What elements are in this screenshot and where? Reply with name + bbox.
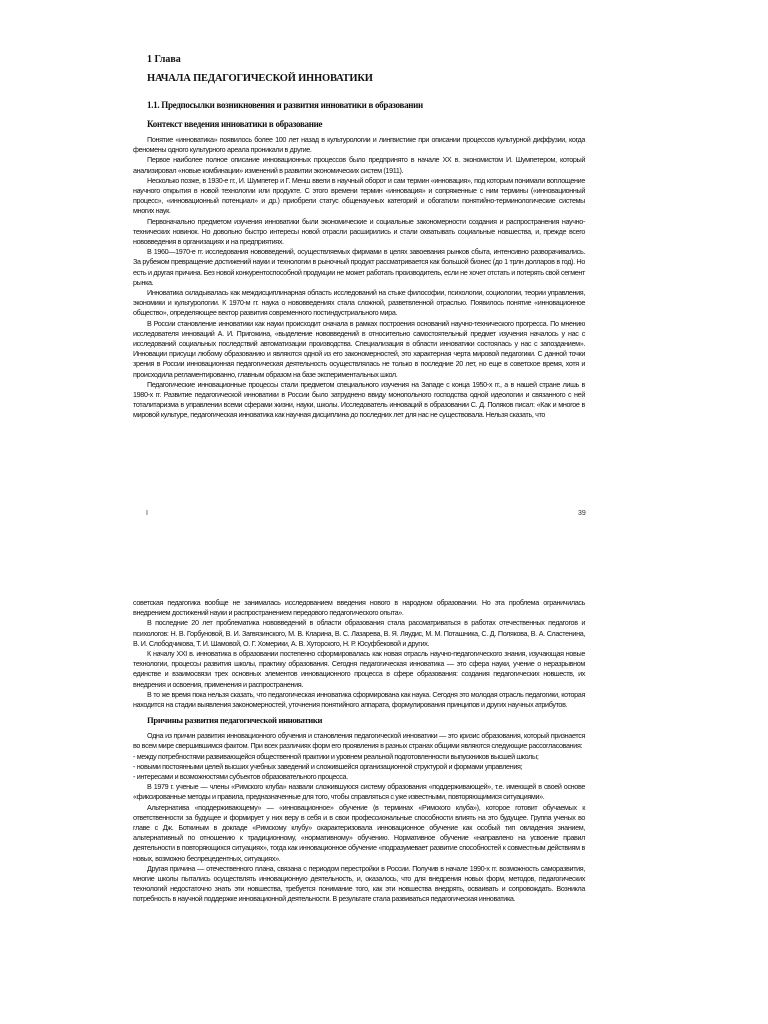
paragraph: Педагогические инновационные процессы стали предметом специального изучения на Западе с конца 1950-х гг., а в нашей стране лишь в 1980-х гг. Развитие педагогической инноватики в России было затруднено ввиду монопольного господства одной идеологии и связанного с ней тоталитаризма в управлении всеми сферами жизни, науки, школы. Исследователь инноваций в образовании С. Д. Поляков писал: «Как и многое в мировой культуре, педагогическая инноватика как научная дисциплина до последних лет для нас не существовала. Нельзя сказать, что xyxy=(133,379,585,420)
subsection-heading: Контекст введения инноватики в образование xyxy=(147,119,323,129)
list-item: - интересами и возможностями субъектов образовательного процесса. xyxy=(133,772,348,782)
paragraph: Другая причина — отечественного плана, связана с периодом перестройки в России. Получив в начале 1990-х гг. возможность саморазвития, многие школы пытались осуществлять инновационную деятельность, и, оказалось, что для внедрения новых форм, методов, педагогических технологий недостаточно знать эти новшества, требуется понимание того, как эти новшества внедрять, осваивать и сопровождать. Возникла потребность в научной поддержке инновационной деятельности. В результате стала развиваться педагогическая инноватика. xyxy=(133,863,585,904)
paragraph: Инноватика складывалась как междисциплинарная область исследований на стыке философии, психологии, социологии, теории управления, экономики и культурологии. К 1970-м гг. наука о нововведениях стала сложной, разветвленной отраслью. Появилось понятие «инновационное общество», определяющее вектор развития современного постиндустриального мира. xyxy=(133,288,585,318)
paragraph: К началу XXI в. инноватика в образовании постепенно сформировалась как новая отрасль научно-педагогического знания, изучающая новые технологии, процессы развития школы, практику образования. Сегодня педагогическая инноватика — это сфера науки, учение о неразрывном единстве и взаимосвязи трех основных элементов инновационного процесса в сфере образования: создания педагогических новшеств, их внедрения и освоения, применения и распространения. xyxy=(133,649,585,689)
list-item: - новыми постоянными целей высших учебных заведений и сложившейся организационной структурой и формами управления; xyxy=(133,761,523,771)
list-item: - между потребностями развивающейся общественной практики и уровнем реальной подготовленности выпускников высшей школы; xyxy=(133,751,539,761)
paragraph: В то же время пока нельзя сказать, что педагогическая инноватика сформирована как наука. Сегодня это молодая отрасль педагогики, которая находится на стадии выявления закономерностей, уточнения понятийного аппарата, формулирования принципов и других научных атрибутов. xyxy=(133,689,585,710)
paragraph: В 1960—1970-е гг. исследования нововведений, осуществляемых фирмами в целях завоевания рынков сбыта, интенсивно разворачивались. За рубежом превращение достижений науки и технологии в рыночный продукт рассматривается как большой бизнес (до 1 трлн долларов в год). Но есть и другая причина. Без новой конкурентоспособной продукции не может работать производитель, если не хочет отстать и потерять свой сегмент рынка. xyxy=(133,247,585,287)
page-number: 39 xyxy=(578,510,586,517)
paragraph: Понятие «инноватика» появилось более 100 лет назад в культурологии и лингвистике при описании процессов культурной диффузии, когда феномены одного культурного ареала проникали в другие. xyxy=(133,135,585,155)
paragraph: Альтернатива «поддерживающему» — «инновационное» обучение (в терминах «Римского клуба»), которое готовит обучаемых к ответственности за будущее и формирует у них веру в себя и в свои профессиональные способности влиять на это будущее. Группа ученых во главе с Дж. Боткиным в докладе «Римскому клубу» охарактеризовала инновационное обучение как особый тип овладения знанием, альтернативный по отношению к традиционному, «нормативному» обучению. Нормативное обучение «направлено на усвоение правил деятельности в повторяющихся ситуациях», тогда как инновационное обучение «подразумевает развитие способностей к совместным действиям в новых, возможно беспрецедентных, ситуациях». xyxy=(133,802,585,863)
paragraph: Первоначально предметом изучения инноватики были экономические и социальные закономерности создания и распространения научно-технических новинок. Но довольно быстро интересы новой отрасли расширились и стали охватывать социальные новшества, и, прежде всего нововведения в организациях и на предприятиях. xyxy=(133,216,585,247)
page-40 xyxy=(0,590,768,1024)
page-39-text-column xyxy=(133,54,585,421)
paragraph: В последние 20 лет проблематика нововведений в области образования стала рассматриваться в работах отечественных педагогов и психологов: Н. В. Горбуновой, В. И. Загвязинского, М. В. Кларина, В. С. Лазарева, В. Я. Ляудис, М. М. Поташника, С. Д. Полякова, В. А. Сластенина, В. И. Слободчикова, Т. И. Шамовой, О. Г. Хомерики, А. В. Хуторского, Н. Р. Юсуфбековой и других. xyxy=(133,618,585,648)
paragraph: Несколько позже, в 1930-е гг., И. Шумпетер и Г. Менш ввели в научный оборот и сам термин «инновация», под которым понимали воплощение научного открытия в новой технологии или продукте. С этого времени термин «инновация» и сопряженные с ним термины («инновационный процесс», «инновационный потенциал» и др.) приобрели статус общенаучных категорий и обогатили понятийно-терминологические системы многих наук. xyxy=(133,175,585,216)
page-gap xyxy=(0,545,768,590)
section-heading: 1.1. Предпосылки возникновения и развития инноватики в образовании xyxy=(147,100,423,110)
paragraph: Первое наиболее полное описание инновационных процессов было предпринято в начале XX в. экономистом И. Шумпетером, который анализировал «новые комбинации» изменений в развитии экономических систем (1911). xyxy=(133,155,585,175)
subsection-heading: Причины развития педагогической инноватики xyxy=(147,715,323,726)
paragraph: Одна из причин развития инновационного обучения и становления педагогической инноватики — это кризис образования, который признается во всем мире свершившимся фактом. При всех различиях форм его проявления в разных странах общими являются следующие рассогласования: xyxy=(133,731,585,751)
chapter-number: 1 Глава xyxy=(147,54,181,65)
paragraph: В 1979 г. ученые — члены «Римского клуба» назвали сложившуюся систему образования «поддерживающей», т.е. имеющей в своей основе «фиксированные методы и правила, предназначенные для того, чтобы справляться с уже известными, повторяющимися ситуациями». xyxy=(133,782,585,802)
paragraph: В России становление инноватики как науки происходит сначала в рамках построения оснований научно-технического прогресса. По мнению исследователя инноваций А. И. Пригожина, «выделение нововведений в относительно самостоятельный предмет изучения началось у нас с исследований социальных последствий автоматизации производства. Специализация в области инноватики состоялась у нас с запозданием». Инновации присущи любому образованию и являются одной из его закономерностей, это характерная черта мировой педагогики. С данной точки зрения в России инновационная педагогическая деятельность осуществлялась не только в последние 20 лет, но еще в советское время, хотя и происходила регламентированно, главным образом на базе экспериментальных школ. xyxy=(133,318,585,379)
chapter-title: НАЧАЛА ПЕДАГОГИЧЕСКОЙ ИННОВАТИКИ xyxy=(147,73,373,84)
footer-left-mark: I xyxy=(146,510,148,517)
paragraph: советская педагогика вообще не занималась исследованием введения нового в народном образовании. Но эта проблема ограничилась внедрением достижений науки и распространением передового педагогического опыта». xyxy=(133,598,585,618)
page-40-text-column xyxy=(133,598,585,905)
